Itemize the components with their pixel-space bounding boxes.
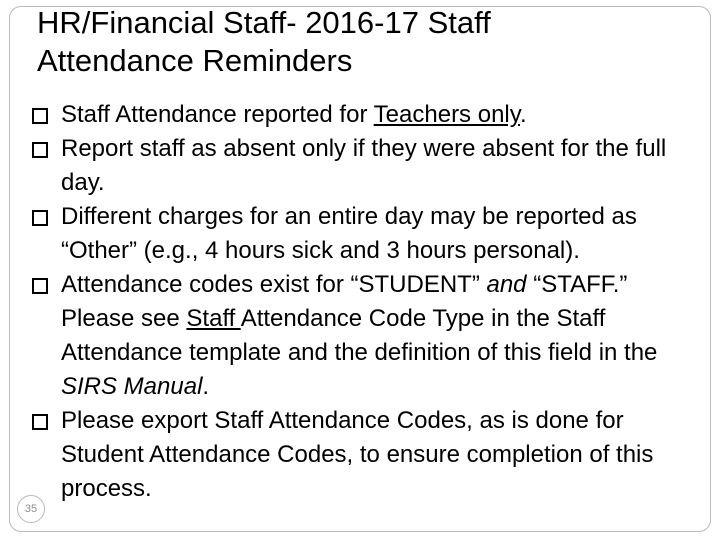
underlined-text: Staff bbox=[186, 305, 241, 332]
title-line-1: HR/Financial Staff- 2016-17 Staff bbox=[37, 5, 491, 40]
bullet-text: Staff Attendance reported for bbox=[61, 101, 374, 128]
bullet-text: . bbox=[202, 373, 210, 400]
bullet-box-icon bbox=[32, 108, 48, 124]
bullet-different-charges bbox=[30, 200, 702, 268]
bullet-box-icon bbox=[32, 210, 48, 226]
bullet-export-codes bbox=[30, 404, 702, 506]
italic-text: SIRS Manual bbox=[61, 373, 203, 400]
bullet-text: “STAFF.” Please see bbox=[61, 271, 628, 332]
bullet-box-icon bbox=[32, 278, 48, 294]
bullet-text: Different charges for an entire day may be reported as “Other” (e.g., 4 hours sick and 3 hours personal). bbox=[61, 203, 637, 264]
italic-text: and bbox=[486, 271, 527, 298]
bullet-teachers-only bbox=[30, 98, 702, 132]
slide-title bbox=[37, 4, 491, 80]
bullet-text: Attendance Code Type in the Staff Attendance template and the definition of this field in the bbox=[61, 305, 658, 366]
title-line-2: Attendance Reminders bbox=[37, 43, 353, 78]
bullet-full-day bbox=[30, 132, 702, 200]
bullet-text: . bbox=[519, 101, 527, 128]
bullet-box-icon bbox=[32, 142, 48, 158]
bullet-text: Attendance codes exist for “STUDENT” bbox=[61, 271, 487, 298]
slide-number: 35 bbox=[17, 495, 45, 523]
bullet-attendance-codes bbox=[30, 268, 702, 404]
bullet-text: Please export Staff Attendance Codes, as is done for Student Attendance Codes, to ensure completion of this process. bbox=[61, 407, 654, 502]
bullet-text: Report staff as absent only if they were absent for the full day. bbox=[61, 135, 667, 196]
bullet-box-icon bbox=[32, 414, 48, 430]
bullet-list bbox=[30, 98, 702, 506]
underlined-text: Teachers only bbox=[373, 101, 520, 128]
